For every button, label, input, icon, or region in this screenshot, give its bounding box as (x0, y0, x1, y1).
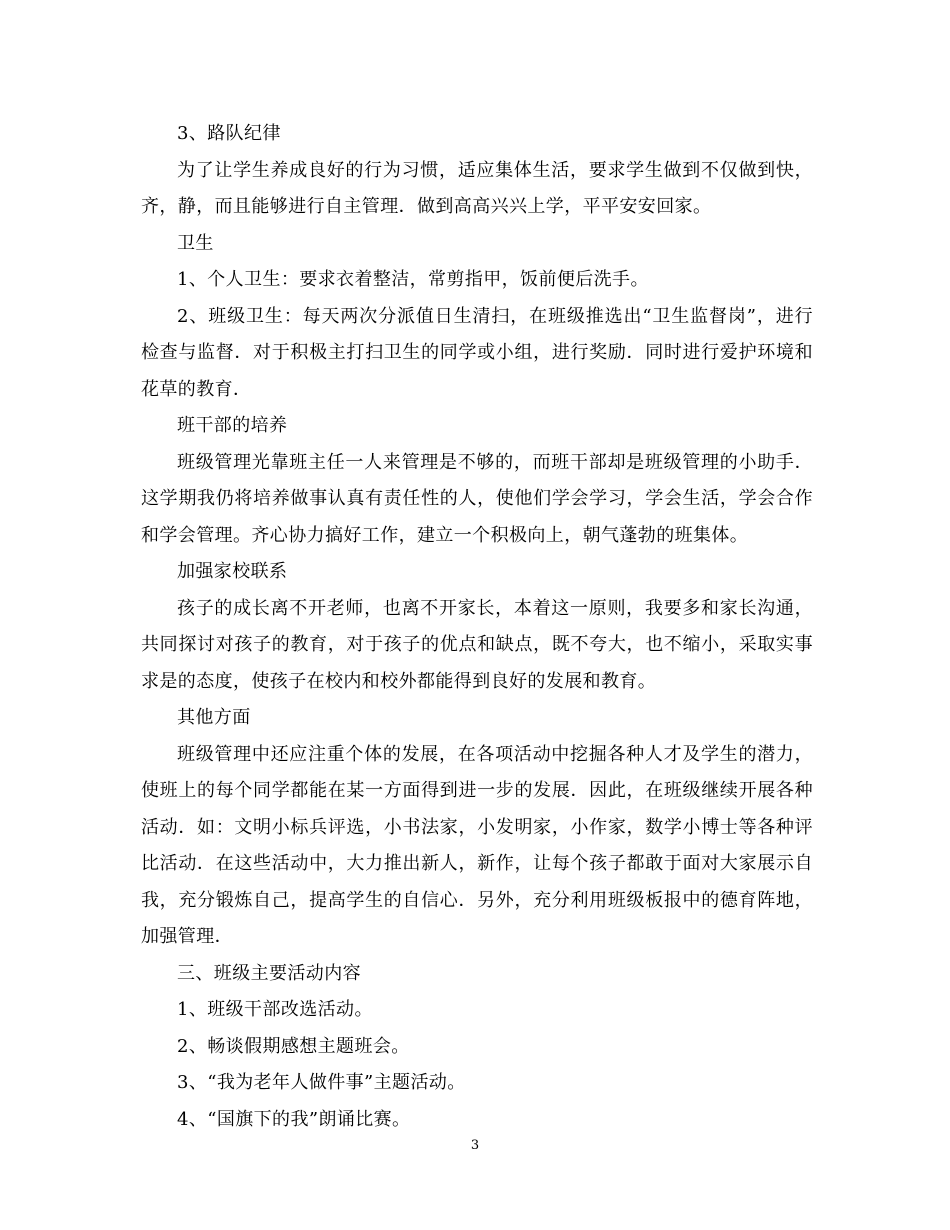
paragraph-other-aspects-body: 班级管理中还应注重个体的发展，在各项活动中挖掘各种人才及学生的潜力，使班上的每个同学都能在某一方面得到进一步的发展．因此，在班级继续开展各种活动．如：文明小标兵评选，小书法家，小发明家，小作家，数学小博士等各种评比活动．在这些活动中，大力推出新人，新作，让每个孩子都敢于面对大家展示自我，充分锻炼自己，提高学生的自信心．另外，充分利用班级板报中的德育阵地，加强管理． (141, 743, 813, 947)
paragraph-home-school-body: 孩子的成长离不开老师，也离不开家长，本着这一原则，我要多和家长沟通，共同探讨对孩子的教育，对于孩子的优点和缺点，既不夸大，也不缩小，采取实事求是的态度，使孩子在校内和校外都能得到良好的发展和教育。 (141, 597, 813, 692)
document-body (141, 116, 813, 1138)
paragraph-activity-3: 3、“我为老年人做件事”主题活动。 (177, 1072, 466, 1093)
paragraph-main-activities-heading: 三、班级主要活动内容 (177, 962, 361, 984)
paragraph-class-hygiene: 2、班级卫生：每天两次分派值日生清扫，在班级推选出“卫生监督岗”，进行检查与监督．对于积极主打扫卫生的同学或小组，进行奖励．同时进行爱护环境和花草的教育． (141, 305, 813, 400)
page-number: 3 (470, 1138, 480, 1153)
paragraph-class-cadre-heading: 班干部的培养 (177, 415, 288, 436)
paragraph-personal-hygiene: 1、个人卫生：要求衣着整洁，常剪指甲，饭前便后洗手。 (177, 269, 649, 290)
paragraph-activity-4: 4、“国旗下的我”朗诵比赛。 (177, 1108, 411, 1130)
paragraph-activity-1: 1、班级干部改选活动。 (177, 999, 373, 1020)
paragraph-other-aspects-heading: 其他方面 (177, 707, 251, 728)
paragraph-home-school-heading: 加强家校联系 (177, 561, 288, 582)
paragraph-class-cadre-body: 班级管理光靠班主任一人来管理是不够的，而班干部却是班级管理的小助手．这学期我仍将培养做事认真有责任性的人，使他们学会学习，学会生活，学会合作和学会管理。齐心协力搞好工作，建立一个积极向上，朝气蓬勃的班集体。 (141, 451, 813, 546)
paragraph-activity-2: 2、畅谈假期感想主题班会。 (177, 1035, 410, 1057)
paragraph-route-discipline-body: 为了让学生养成良好的行为习惯，适应集体生活，要求学生做到不仅做到快，齐，静，而且能够进行自主管理．做到高高兴兴上学，平平安安回家。 (141, 159, 813, 217)
paragraph-route-discipline-heading: 3、路队纪律 (177, 123, 281, 144)
paragraph-hygiene-heading: 卫生 (177, 232, 214, 254)
